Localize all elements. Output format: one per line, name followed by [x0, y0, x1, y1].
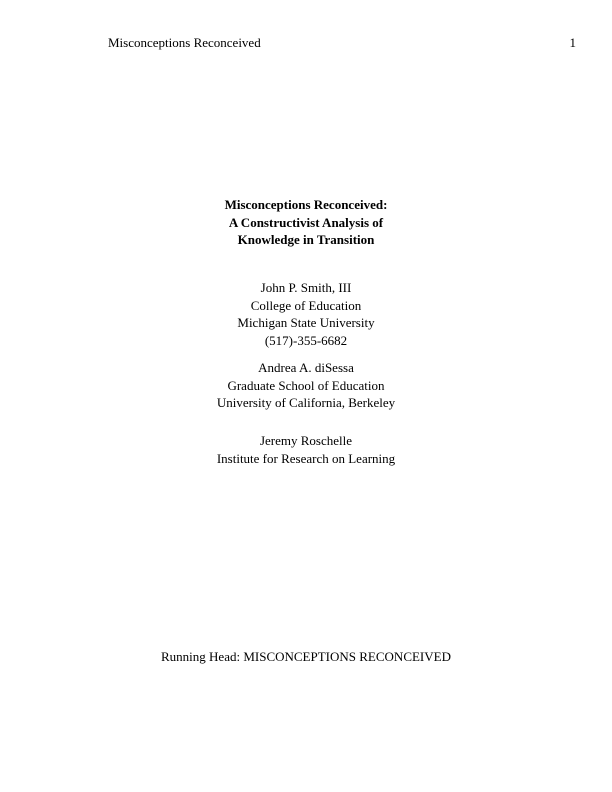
- title-line: A Constructivist Analysis of: [228, 214, 384, 230]
- running-head: Running Head: MISCONCEPTIONS RECONCEIVED: [161, 649, 451, 664]
- author-block-disessa: [0, 359, 612, 412]
- author-block-roschelle: [0, 432, 612, 467]
- author-block-smith: [0, 279, 612, 349]
- author-institution: Michigan State University: [237, 315, 375, 330]
- page-header: [108, 35, 576, 53]
- header-title: Misconceptions Reconceived: [108, 35, 261, 50]
- page-number: 1: [569, 35, 576, 50]
- author-affiliation: College of Education: [250, 297, 362, 313]
- author-name: John P. Smith, III: [260, 280, 352, 295]
- author-name: Jeremy Roschelle: [259, 433, 353, 448]
- paper-title: [0, 196, 612, 249]
- author-name: Andrea A. diSessa: [258, 360, 354, 375]
- author-institution: University of California, Berkeley: [216, 395, 396, 410]
- title-line: Knowledge in Transition: [237, 232, 375, 247]
- title-line: Misconceptions Reconceived:: [224, 197, 388, 212]
- author-phone: (517)-355-6682: [264, 332, 348, 348]
- author-institution: Institute for Research on Learning: [216, 450, 396, 466]
- author-affiliation: Graduate School of Education: [227, 377, 385, 393]
